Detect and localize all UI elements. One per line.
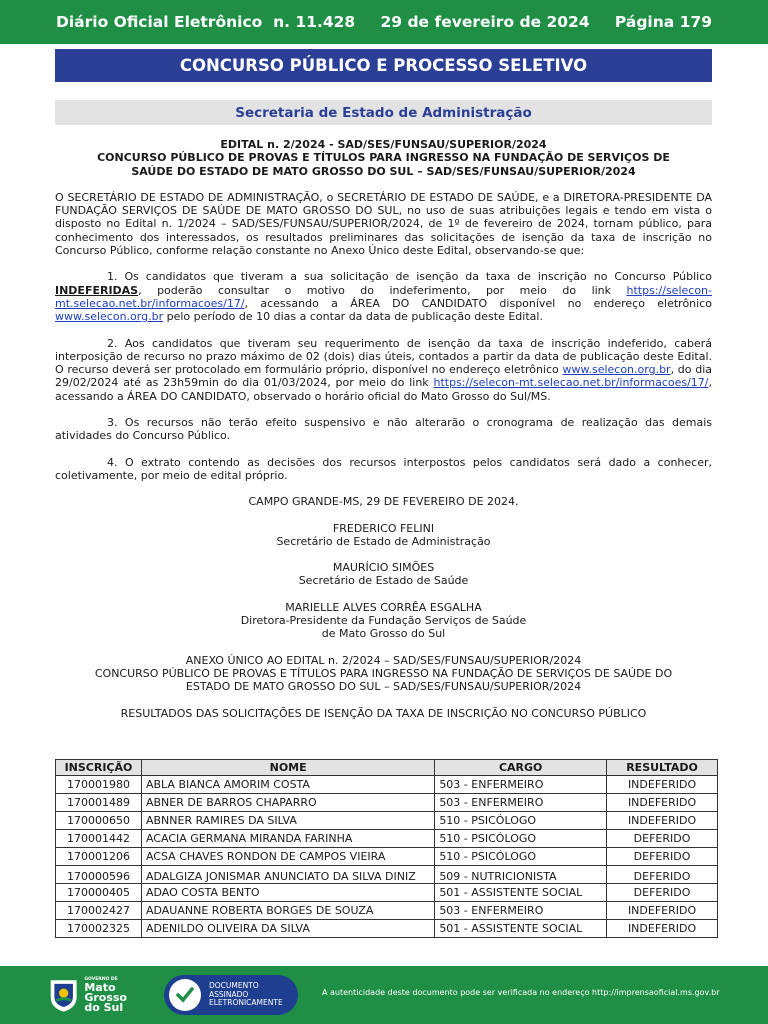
col-resultado: RESULTADO xyxy=(607,760,718,776)
cell-nome: ADAO COSTA BENTO xyxy=(141,884,434,902)
selecon-site-link-2[interactable]: www.selecon.org.br xyxy=(562,363,671,377)
cell-inscricao: 170000405 xyxy=(56,884,142,902)
checkmark-icon xyxy=(169,979,201,1011)
selecon-info-link[interactable]: https://selecon-mt.selecao.net.br/informacoes/17/ xyxy=(55,283,712,310)
annex-title: ANEXO ÚNICO AO EDITAL n. 2/2024 – SAD/SES/FUNSAU/SUPERIOR/2024 xyxy=(185,653,582,667)
cell-resultado: DEFERIDO xyxy=(607,848,718,866)
cell-resultado: INDEFERIDO xyxy=(607,812,718,830)
edital-heading xyxy=(55,138,712,178)
col-nome: NOME xyxy=(141,760,434,776)
cell-resultado: INDEFERIDO xyxy=(607,776,718,794)
cell-cargo: 503 - ENFERMEIRO xyxy=(435,776,607,794)
item-2-text-a: 2. Aos candidatos que tiveram seu requerimento de isenção da taxa de inscrição indeferido, caberá interposição de recurso no prazo máximo de 02 (dois) dias úteis, contados a partir da data de publicação deste Edital. O recurso deverá ser protocolado em formulário próprio, disponível no endereço eletrônico xyxy=(55,336,712,377)
cell-inscricao: 170002427 xyxy=(56,902,142,920)
document-body xyxy=(55,138,712,720)
publication-date: 29 de fevereiro de 2024 xyxy=(380,13,590,31)
table-row xyxy=(56,884,718,902)
item-4: 4. O extrato contendo as decisões dos recursos interpostos pelos candidatos será dado a conhecer, coletivamente, por meio de edital próprio. xyxy=(55,455,712,482)
item-1 xyxy=(55,270,712,323)
cell-inscricao: 170001206 xyxy=(56,848,142,866)
signature-3 xyxy=(55,601,712,641)
cell-cargo: 509 - NUTRICIONISTA xyxy=(435,866,607,884)
journal-title: Diário Oficial Eletrônico n. 11.428 xyxy=(56,13,356,31)
selecon-info-link-2[interactable]: https://selecon-mt.selecao.net.br/informacoes/17/ xyxy=(433,376,709,390)
cell-nome: ADALGIZA JONISMAR ANUNCIATO DA SILVA DINIZ xyxy=(141,866,434,884)
table-row xyxy=(56,866,718,884)
cell-nome: ABLA BIANCA AMORIM COSTA xyxy=(141,776,434,794)
signer-name: FREDERICO FELINI xyxy=(332,521,435,535)
gov-name-line3: do Sul xyxy=(84,1001,124,1014)
cell-inscricao: 170001489 xyxy=(56,794,142,812)
table-row xyxy=(56,776,718,794)
footer-bar xyxy=(0,966,768,1024)
cell-cargo: 510 - PSICÓLOGO xyxy=(435,848,607,866)
gov-name-line2: Grosso xyxy=(84,991,127,1004)
results-title: RESULTADOS DAS SOLICITAÇÕES DE ISENÇÃO DA TAXA DE INSCRIÇÃO NO CONCURSO PÚBLICO xyxy=(120,706,647,720)
edital-number: EDITAL n. 2/2024 - SAD/SES/FUNSAU/SUPERIOR/2024 xyxy=(220,138,547,151)
signer-role: Diretora-Presidente da Fundação Serviços de Saúde xyxy=(240,614,527,628)
table-row xyxy=(56,902,718,920)
edital-subtitle-2: SAÚDE DO ESTADO DE MATO GROSSO DO SUL – SAD/SES/FUNSAU/SUPERIOR/2024 xyxy=(131,164,636,178)
government-logo xyxy=(47,972,127,1018)
cell-nome: ACACIA GERMANA MIRANDA FARINHA xyxy=(141,830,434,848)
cell-inscricao: 170001980 xyxy=(56,776,142,794)
signer-name: MARIELLE ALVES CORRÊA ESGALHA xyxy=(285,600,482,614)
item-2-text-c: , acessando a ÁREA DO CANDIDATO, observado o horário oficial do Mato Grosso do Sul/MS. xyxy=(55,376,712,403)
badge-line2: ASSINADO xyxy=(209,989,249,999)
annex-heading xyxy=(55,654,712,694)
item-1-text-c: , poderão consultar o motivo do indeferimento, por meio do link xyxy=(138,283,627,297)
cell-resultado: DEFERIDO xyxy=(607,866,718,884)
selecon-site-link[interactable]: www.selecon.org.br xyxy=(55,310,164,324)
item-1-text-d: , acessando a ÁREA DO CANDIDATO disponível no endereço eletrônico xyxy=(244,296,712,310)
section-title: CONCURSO PÚBLICO E PROCESSO SELETIVO xyxy=(55,49,712,82)
cell-nome: ADAUANNE ROBERTA BORGES DE SOUZA xyxy=(141,902,434,920)
cell-nome: ABNNER RAMIRES DA SILVA xyxy=(141,812,434,830)
cell-resultado: INDEFERIDO xyxy=(607,794,718,812)
place-date: CAMPO GRANDE-MS, 29 DE FEVEREIRO DE 2024. xyxy=(248,495,519,509)
signer-name: MAURÍCIO SIMÕES xyxy=(332,561,435,575)
col-cargo: CARGO xyxy=(435,760,607,776)
indeferidas-label: INDEFERIDAS xyxy=(55,283,139,297)
state-emblem-icon xyxy=(47,975,80,1015)
item-2 xyxy=(55,337,712,403)
cell-resultado: DEFERIDO xyxy=(607,884,718,902)
page-number: Página 179 xyxy=(614,13,712,31)
authenticity-notice: A autenticidade deste documento pode ser verificada no endereço http://imprensaoficial.ms.gov.br xyxy=(322,988,720,997)
cell-inscricao: 170001442 xyxy=(56,830,142,848)
item-3: 3. Os recursos não terão efeito suspensivo e não alterarão o cronograma de realização das demais atividades do Concurso Público. xyxy=(55,416,712,443)
table-row xyxy=(56,812,718,830)
cell-cargo: 503 - ENFERMEIRO xyxy=(435,794,607,812)
government-name xyxy=(84,977,127,1013)
results-table xyxy=(55,759,718,938)
cell-nome: ADENILDO OLIVEIRA DA SILVA xyxy=(141,920,434,938)
signer-role: Secretário de Estado de Administração xyxy=(276,534,491,548)
item-1-text-a: 1. Os candidatos que tiveram a sua solicitação de isenção da taxa de inscrição no Concurso Público xyxy=(107,270,712,284)
gov-small-label: GOVERNO DE xyxy=(84,977,118,982)
cell-cargo: 510 - PSICÓLOGO xyxy=(435,812,607,830)
badge-text xyxy=(209,982,283,1008)
cell-nome: ACSA CHAVES RONDON DE CAMPOS VIEIRA xyxy=(141,848,434,866)
signed-document-badge xyxy=(164,975,298,1015)
cell-resultado: INDEFERIDO xyxy=(607,920,718,938)
cell-resultado: DEFERIDO xyxy=(607,830,718,848)
signer-role-2: de Mato Grosso do Sul xyxy=(321,627,446,641)
col-inscricao: INSCRIÇÃO xyxy=(56,760,142,776)
item-1-text-e: pelo período de 10 dias a contar da data de publicação deste Edital. xyxy=(163,310,543,324)
annex-subtitle-1: CONCURSO PÚBLICO DE PROVAS E TÍTULOS PARA INGRESSO NA FUNDAÇÃO DE SERVIÇOS DE SAÚDE DO xyxy=(94,666,673,680)
edital-subtitle-1: CONCURSO PÚBLICO DE PROVAS E TÍTULOS PARA INGRESSO NA FUNDAÇÃO DE SERVIÇOS DE xyxy=(97,151,670,165)
signer-role: Secretário de Estado de Saúde xyxy=(298,574,469,588)
cell-resultado: INDEFERIDO xyxy=(607,902,718,920)
cell-cargo: 501 - ASSISTENTE SOCIAL xyxy=(435,884,607,902)
badge-line1: DOCUMENTO xyxy=(209,981,259,991)
gov-name-line1: Mato xyxy=(84,981,116,994)
secretaria-title: Secretaria de Estado de Administração xyxy=(55,100,712,125)
cell-cargo: 510 - PSICÓLOGO xyxy=(435,830,607,848)
table-row xyxy=(56,830,718,848)
cell-inscricao: 170000650 xyxy=(56,812,142,830)
table-row xyxy=(56,794,718,812)
signature-1 xyxy=(55,522,712,549)
intro-paragraph: O SECRETÁRIO DE ESTADO DE ADMINISTRAÇÃO, o SECRETÁRIO DE ESTADO DE SAÚDE, e a DIRETORA-PRESIDENTE DA FUNDAÇÃO SERVIÇOS DE SAÚDE DE MATO GROSSO DO SUL, no uso de suas atribuições legais e tendo em vista o disposto no Edital n. 1/2024 – SAD/SES/FUNSAU/SUPERIOR/2024, de 1º de fevereiro de 2024, tornam público, para conhecimento dos interessados, os resultados preliminares das solicitações de isenção da taxa de inscrição no Concurso Público, conforme relação constante no Anexo Único deste Edital, observando-se que: xyxy=(55,190,712,258)
annex-subtitle-2: ESTADO DE MATO GROSSO DO SUL – SAD/SES/FUNSAU/SUPERIOR/2024 xyxy=(185,680,582,694)
table-header-row xyxy=(56,760,718,776)
table-row xyxy=(56,920,718,938)
table-row xyxy=(56,848,718,866)
cell-cargo: 501 - ASSISTENTE SOCIAL xyxy=(435,920,607,938)
cell-cargo: 503 - ENFERMEIRO xyxy=(435,902,607,920)
badge-line3: ELETRONICAMENTE xyxy=(209,998,283,1008)
header-bar xyxy=(0,0,768,44)
cell-inscricao: 170002325 xyxy=(56,920,142,938)
cell-nome: ABNER DE BARROS CHAPARRO xyxy=(141,794,434,812)
signature-2 xyxy=(55,561,712,588)
cell-inscricao: 170000596 xyxy=(56,866,142,884)
item-2-text-b: , do dia 29/02/2024 até as 23h59min do dia 01/03/2024, por meio do link xyxy=(55,363,712,390)
